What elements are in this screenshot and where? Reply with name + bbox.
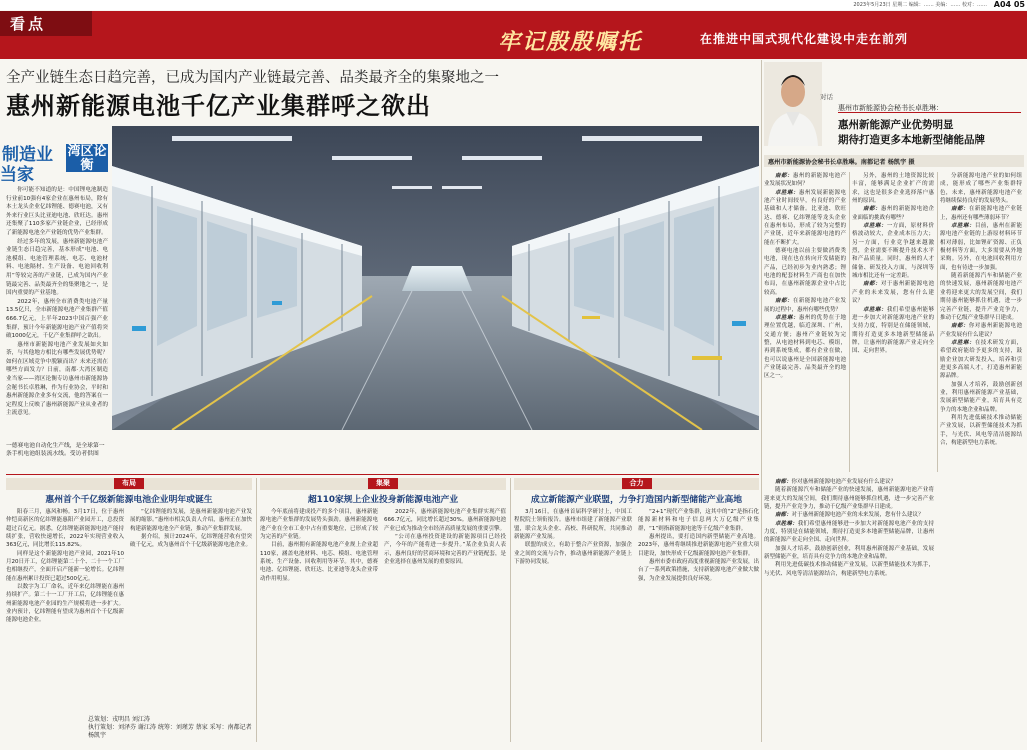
section-paragraph: 惠州市委市政府高度重视新能源产业发展，出台了一系列政策措施，支持新能源电池产业做大做强，为企业发展提供良好环境。 bbox=[638, 559, 759, 582]
section-label: 集聚 bbox=[368, 478, 398, 489]
interview-paragraph: 南都：在新能源电池产业链上，惠州还有哪些薄弱环节？ bbox=[940, 206, 1022, 221]
section-column bbox=[260, 508, 378, 742]
section-title: 惠州首个千亿级新能源电池企业明年或诞生 bbox=[45, 495, 213, 505]
section-column bbox=[6, 508, 124, 720]
dialog-headline-1: 惠州新能源产业优势明显 bbox=[838, 119, 954, 131]
calligraphy-title: 牢记殷殷嘱托 bbox=[498, 29, 643, 55]
interview-paragraph: 随着新能源汽车和储能产业的快速发展，惠州新能源电池产业将迎来更大的发展空间，我们期待惠州能够抓住机遇，进一步完善产业链，提升产业竞争力，推动千亿级产业集群早日建成。 bbox=[764, 487, 934, 511]
section-column bbox=[514, 508, 632, 742]
intro-column bbox=[6, 186, 108, 418]
interview-paragraph: 南都：你对惠州新能源电池产业发展有什么建议？ bbox=[775, 479, 897, 485]
section-paragraph: 目前，惠州拥有新能源电池产业规上企业超110家，涵盖电池材料、电芯、模组、电池管理系统、生产设备、回收利用等环节。其中，德赛电池、亿纬锂能、欣旺达、比亚迪等龙头企业带动作用明显。 bbox=[260, 542, 378, 582]
section-header-layout bbox=[6, 478, 252, 490]
interview-paragraph: 另外，惠州的土地资源比较丰富，能够满足企业扩产的需求，这也是很多企业选择落户惠州的原因。 bbox=[852, 173, 934, 205]
interview-paragraph: 南都：在新能源电池产业发展的过程中，惠州有哪些优势？ bbox=[764, 298, 846, 313]
badge-tag: 湾区论衡 bbox=[67, 144, 107, 173]
interview-paragraph: 卓胜琳：一方面，原材料价格波动较大，企业成本压力大；另一方面，行业竞争越来越激烈，企业需要不断提升技术水平和产品质量。同时，惠州的人才储备、研发投入方面，与深圳等城市相比还有一定差距。 bbox=[852, 223, 934, 280]
portrait-photo bbox=[764, 62, 822, 146]
interview-paragraph: 卓胜琳：在技术研发方面，希望政府能给予更多的支持，鼓励企业加大研发投入，培养和引进更多高端人才，打造惠州新能源品牌。 bbox=[940, 339, 1022, 380]
interview-column-2 bbox=[852, 172, 934, 472]
badge-line1: 制造业 bbox=[2, 145, 53, 165]
section-paragraph: 联盟的成立，有助于整合产业资源，加强企业之间的交流与合作，推动惠州新能源产业链上下游协同发展。 bbox=[514, 542, 632, 566]
subtitle: 全产业链生态日趋完善，已成为国内产业链最完善、品类最齐全的集聚地之一 bbox=[6, 70, 499, 86]
credits-line: 总策划：戎明昌 刘江涛 bbox=[88, 716, 150, 723]
section-paragraph: 惠州提出，要打造国内新型储能产业高地。2023年，惠州将继续推进新能源电池产业重大项目建设，加快形成千亿级新能源电池产业集群。 bbox=[638, 534, 759, 557]
column-divider bbox=[256, 478, 257, 742]
section-label: 合力 bbox=[622, 478, 652, 489]
interview-paragraph: 南都：对于惠州新能源电池产业的未来发展，您有什么建议？ bbox=[852, 281, 934, 305]
section-paragraph: 阳春三月，惠风和畅。3月17日，位于惠州仲恺高新区的亿纬锂能惠阳产业园开工，总投资超过百亿元。据悉，亿纬锂能新能源电池产能持续扩张，营收快速增长，2022年实现营业收入363亿元，同比增长115.82%。 bbox=[6, 509, 124, 549]
section-paragraph: 2022年，惠州新能源电池产业集群实现产值666.7亿元，同比增长超过30%。惠州新能源电池产业已成为推动全市经济高质量发展的重要引擎。 bbox=[384, 509, 506, 532]
interview-paragraph: 利用先进低碳技术推动储能产业发展，以新型储能技术为抓手，与光伏、风电等清洁能源结合，构建新型电力系统。 bbox=[940, 414, 1022, 446]
interview-column-1 bbox=[764, 172, 846, 472]
column-divider bbox=[510, 478, 511, 742]
person-avatar bbox=[764, 62, 822, 146]
interview-paragraph: 德赛电池以前主要做消费类电池，现在也在转向开发储能的产品，已经初步为业内熟悉；锂电池的配套材料生产商也在加快布局，在惠州新能源企业中占比较高。 bbox=[764, 248, 846, 296]
photo-caption: 一德赛电池自动化生产线，是全球第一条手机电池组装流水线。受访者供图 bbox=[6, 443, 105, 458]
column-divider bbox=[937, 172, 938, 472]
headline: 惠州新能源电池千亿产业集群呼之欲出 bbox=[6, 92, 431, 120]
interview-paragraph: 加强人才培养，鼓励创新创业，利用惠州新能源产业基础，发展新型储能产业，培育具有竞争力的本地企业和品牌。 bbox=[764, 545, 934, 561]
factory-illustration bbox=[112, 126, 759, 430]
section-rule bbox=[6, 474, 759, 475]
intro-paragraph: 2022年，惠州全市消费类电池产量13.5亿只，全市新能源电池产业集群产值666.7亿元，上半年2023中国百强产业集群，预计今年新能源电池产业产值将突破1000亿元，千亿产业集群呼之欲出。 bbox=[6, 298, 108, 340]
section-label: 布局 bbox=[114, 478, 144, 489]
interview-paragraph: 南都：你对惠州新能源电池产业发展有什么建议？ bbox=[940, 323, 1022, 338]
intro-paragraph: 惠州市新能源电池产业发展如火如荼，与其他地方相比有哪些发展优势呢？如何在区域竞争中脱颖而出？未来还需在哪些方面发力？日前，南都·大湾区制造业当家——湾区论衡专访惠州市新能源协会秘书长卓胜琳，作为行业协会，平时和惠州新能源企业多有交流，他的答案在一定程度上反映了惠州新能源产业从业者的主流意见。 bbox=[6, 341, 108, 417]
section-column bbox=[130, 508, 252, 692]
date-line: 2023年5月23日 星期二 编辑：…… 美编：…… 校对：…… bbox=[853, 2, 987, 8]
credits-line: 执行策划：刘泽芬 谢江涛 统筹：刘瑾芳 蔡家 采写：南都记者 杨凯宇 bbox=[88, 724, 252, 739]
section-column bbox=[384, 508, 506, 742]
dialog-headline-2: 期待打造更多本地新型储能品牌 bbox=[838, 134, 985, 146]
section-paragraph: 3月16日，在惠州首届科学研讨上，中国工程院院士领衔报告。惠州市组建了新能源产业联盟，联合龙头企业、高校、科研院所，共同推动新能源产业发展。 bbox=[514, 509, 632, 541]
column-divider bbox=[849, 172, 850, 472]
interview-column-3 bbox=[940, 172, 1022, 742]
dialog-divider bbox=[838, 112, 1021, 113]
section-header-layout bbox=[260, 478, 506, 490]
intro-paragraph: 你可能不知道的是：中国锂电池制造行业前10强有4家企业在惠州布局，除有本土龙头企业亿纬锂能、德赛电池，又有外来行业巨头比亚迪电池、欣旺达。惠州还集聚了110多家产业链企业，已经形成了新能源电池全产业链的优势产业集群。 bbox=[6, 187, 108, 236]
interview-paragraph: 随着新能源汽车和储能产业的快速发展，惠州新能源电池产业将迎来更大的发展空间，我们期待惠州能够抓住机遇，进一步完善产业链，提升产业竞争力，推动千亿级产业集群早日建成。 bbox=[940, 273, 1022, 321]
badge-line2: 当家 bbox=[0, 165, 34, 185]
section-paragraph: 同样是这个新能源电池产业园，2021年10月20日开工，亿纬锂能第二十个、二十一个工厂也相继投产，全面开启产能新一轮增长。亿纬锂能在惠州累计投资已超过500亿元。 bbox=[6, 550, 124, 582]
interview-paragraph: 卓胜琳：我们希望惠州能够进一步加大对新能源电池产业的支持力度，特别是在储能领域，期待打造更多本地新型储能品牌，让惠州的新能源产业走向全国、走向世界。 bbox=[852, 306, 934, 355]
section-paragraph: “公司在惠州投资建设的新能源项目已经投产，今年的产能将进一步提升。”某企业负责人表示，惠州良好的营商环境和完善的产业链配套，是企业选择在惠州发展的重要原因。 bbox=[384, 534, 506, 566]
section-header-layout bbox=[514, 478, 759, 490]
interview-paragraph: 分新能源电池产业的如何组成，能形成了哪些产业集群特色，未来，惠州新能源电池产业将继续保持良好的发展势头。 bbox=[940, 173, 1022, 205]
interview-paragraph: 利用先进低碳技术推动储能产业发展，以新型储能技术为抓手，与光伏、风电等清洁能源结合，构建新型电力系统。 bbox=[764, 562, 934, 577]
section-title: 成立新能源产业联盟，力争打造国内新型储能产业高地 bbox=[530, 495, 743, 505]
banner-slogan: 在推进中国式现代化建设中走在前列 bbox=[700, 32, 909, 46]
interview-paragraph: 南都：对于惠州新能源电池产业的未来发展，您有什么建议？ bbox=[775, 512, 924, 519]
section-paragraph: 以数字为工厂命名，近年来亿纬锂能在惠州持续扩产。第二十一工厂开工后，亿纬锂能在惠州新能源电池产业园的生产规模将进一步扩大。业内预计，亿纬锂能有望成为惠州首个千亿级新能源电池企业。 bbox=[6, 584, 124, 624]
credits bbox=[88, 716, 258, 740]
section-paragraph: 据介绍，预计2024年，亿纬锂能营收有望突破千亿元，成为惠州首个千亿级新能源电池企业。 bbox=[130, 534, 252, 549]
interview-paragraph: 南都：惠州的新能源电池企业面临的挑战有哪些？ bbox=[852, 206, 934, 221]
interview-paragraph: 卓胜琳：惠州的优势在于地理位置优越，临近深圳、广州，交通方便；惠州产业链较为完整，从电池材料到电芯、模组，再到系统集成，都有企业在做，也可以说惠州是全国新能源电池产业链最完善、品类最齐全的地区之一。 bbox=[764, 314, 846, 380]
column-divider bbox=[761, 60, 762, 742]
dialog-person: 惠州市新能源协会秘书长卓胜琳： bbox=[838, 104, 943, 112]
intro-paragraph: 经过多年的发展，惠州新能源电池产业链生态日趋完善，基本形成“电池、电池模组、电池管理系统、电芯、电池材料、电池隔材、生产设备、电池回收利用”等较完善的产业链，已成为国内产业链最完善、品类最齐全的集聚地之一，是国内重要的产业基地。 bbox=[6, 238, 108, 297]
page-number: A04 05 bbox=[993, 0, 1025, 9]
interview-paragraph: 卓胜琳：惠州发展新能源电池产业时间较早，有良好的产业基础和人才储备。比亚迪、欣旺达、德赛、亿纬锂能等龙头企业在惠州布局，形成了较为完整的产业链，近年来新能源电池的产能在不断扩大。 bbox=[764, 189, 846, 246]
dialog-label: 对话 bbox=[820, 93, 833, 101]
portrait-caption: 惠州市新能源协会秘书长卓胜琳。南都记者 杨凯宇 摄 bbox=[764, 155, 1024, 167]
section-title: 超110家规上企业投身新能源电池产业 bbox=[307, 495, 459, 505]
interview-continued bbox=[764, 478, 934, 742]
section-paragraph: 今年底前将建成投产的多个项目，惠州新能源电池产业集群的发展势头强劲。惠州新能源电池产业在全市工业中占有重要地位，已形成了较为完善的产业链。 bbox=[260, 509, 378, 541]
factory-photo bbox=[112, 126, 759, 430]
section-paragraph: “亿纬锂能的发展，是惠州新能源电池产业发展的缩影。”惠州市相关负责人介绍，惠州正在加快构建新能源电池全产业链，推动产业集群发展。 bbox=[130, 509, 252, 532]
section-tag: 看点 bbox=[10, 15, 47, 33]
interview-paragraph: 南都：惠州的新能源电池产业发展状况如何？ bbox=[764, 173, 846, 188]
interview-paragraph: 加强人才培养，鼓励创新创业，利用惠州新能源产业基础，发展新型储能产业，培育具有竞争力的本地企业和品牌。 bbox=[940, 381, 1022, 413]
section-column bbox=[638, 508, 759, 742]
interview-paragraph: 卓胜琳：目前，惠州在新能源电池产业链的上游原材料环节相对薄弱，比如锂矿资源、正负极材料等方面，大多需要从外地采购。另外，在电池回收利用方面，也有待进一步加强。 bbox=[940, 223, 1022, 271]
interview-paragraph: 卓胜琳：我们希望惠州能够进一步加大对新能源电池产业的支持力度，特别是在储能领域，期待打造更多本地新型储能品牌，让惠州的新能源产业走向全国、走向世界。 bbox=[764, 520, 934, 544]
column-badge bbox=[0, 140, 110, 185]
section-paragraph: “2+1”现代产业集群，这其中的“2”是指石化能源新材料和电子信息两大万亿级产业集群，“1”则指新能源电池等千亿级产业集群。 bbox=[638, 509, 759, 532]
